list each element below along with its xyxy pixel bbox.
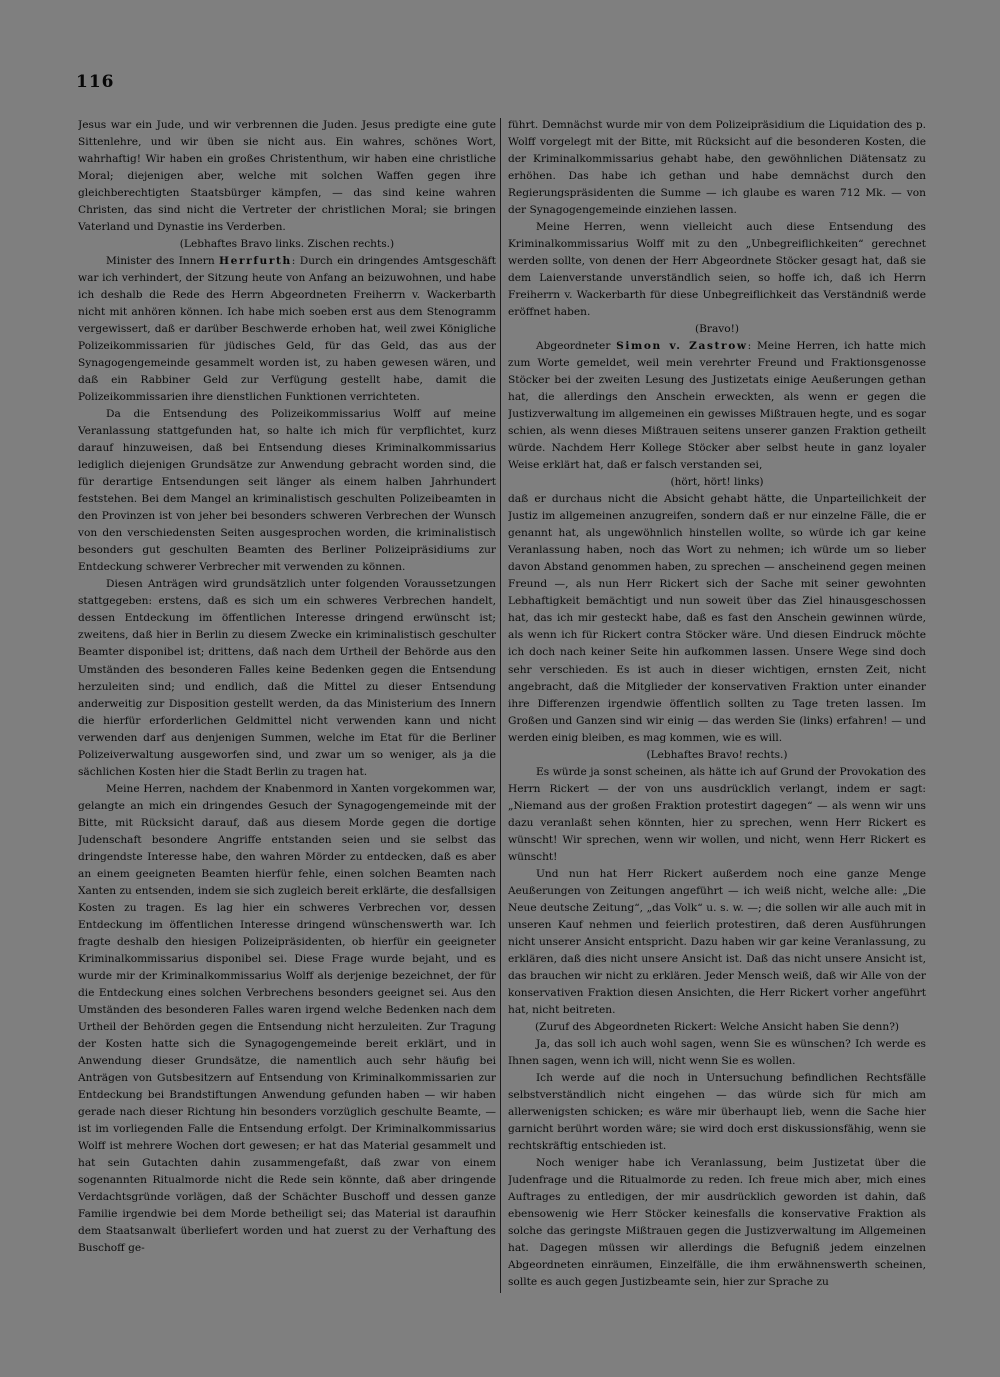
column-divider [500,118,501,1293]
speech-text: : Meine Herren, ich hatte mich zum Worte gemeldet, weil mein verehrter Freund und Fraktionsgenosse Stöcker bei der zweiten Lesung des Justizetats einige Aeußerungen gethan hat, die allerdings den Anschein erweckten, als wenn er gegen die Justizverwaltung im allgemeinen ein gewisses Mißtrauen hegte, und es sogar schien, als wenn dieses Mißtrauen seitens unserer ganzen Fraktion getheilt würde. Nachdem Herr Kollege Stöcker aber selbst heute in ganz loyaler Weise erklärt hat, daß er falsch verstanden sei, [508,340,926,472]
speaker-role: Abgeordneter [536,340,617,353]
body-paragraph: Ich werde auf die noch in Untersuchung befindlichen Rechtsfälle selbstverständlich nicht eingehen — das würde sich für mich am allerwenigsten schicken; es wäre mir überhaupt lieb, wenn die Sache hier garnicht berührt worden wäre; sie wird doch erst diskussionsfähig, wenn sie rechtskräftig entschieden ist. [508,1071,926,1152]
body-paragraph: führt. Demnächst wurde mir von dem Polizeipräsidium die Liquidation des p. Wolff vorgelegt mit der Bitte, mit Rücksicht auf die besonderen Kosten, die der Kriminalkommissarius gehabt habe, den gewöhnlichen Diätensatz zu erhöhen. Das habe ich gethan und habe demnächst durch den Regierungspräsidenten die Summe — ich glaube es waren 712 Mk. — von der Synagogengemeinde einziehen lassen. [508,119,926,217]
speaker-paragraph [508,338,926,474]
left-column [78,117,496,1349]
speaker-name: Herrfurth [219,255,292,268]
body-paragraph: Meine Herren, nachdem der Knabenmord in Xanten vorgekommen war, gelangte an mich ein dringendes Gesuch der Synagogengemeinde mit der Bitte, mit Rücksicht darauf, daß aus diesem Morde gegen die dortige Judenschaft besondere Angriffe entstanden seien und sie selbst das dringendste Interesse habe, den wahren Mörder zu entdecken, daß es aber an einem geeigneten Beamten hierfür fehle, einen solchen Beamten nach Xanten zu entsenden, indem sie sich zugleich bereit erklärte, die desfallsigen Kosten zu tragen. Es lag hier ein schweres Verbrechen vor, dessen Entdeckung im öffentlichen Interesse dringend wünschenswerth war. Ich fragte deshalb den hiesigen Polizeipräsidenten, ob hierfür ein geeigneter Kriminalkommissarius disponibel sei. Diese Frage wurde bejaht, und es wurde mir der Kriminalkommissarius Wolff als derjenige bezeichnet, der für die Entdeckung eines solchen Verbrechens besonders geeignet sei. Aus den Umständen des besonderen Falles waren irgend welche Bedenken nach dem Urtheil der Behörden gegen die Entsendung nicht herzuleiten. Zur Tragung der Kosten hatte sich die Synagogengemeinde bereit erklärt, und in Anwendung dieser Grundsätze, die namentlich auch sehr häufig bei Anträgen von Gutsbesitzern auf Entsendung von Kriminalkommissarien zur Entdeckung bei Brandstiftungen Anwendung gefunden haben — wir haben gerade nach dieser Richtung hin besonders vorzüglich geschulte Beamte, — ist im vorliegenden Falle die Entsendung erfolgt. Der Kriminalkommissarius Wolff ist mehrere Wochen dort gewesen; er hat das Material gesammelt und hat sein Gutachten dahin zusammengefaßt, daß zwar von einem sogenannten Ritualmorde nicht die Rede sein könnte, daß aber dringende Verdachtsgründe vorlägen, daß der Schächter Buschoff und dessen ganze Familie irgendwie bei dem Morde betheiligt sei; das Material ist daraufhin dem Staatsanwalt überliefert worden und hat zuerst zu der Verhaftung des Buschoff ge- [78,782,496,1255]
body-paragraph: Meine Herren, wenn vielleicht auch diese Entsendung des Kriminalkommissarius Wolff mit zu den „Unbegreiflichkeiten“ gerechnet werden sollte, von denen der Herr Abgeordnete Stöcker gesagt hat, daß sie dem Laienverstande unverständlich seien, so hoffe ich, daß ich Herrn Freiherrn v. Wackerbarth für diese Unbegreiflichkeit das Verständniß werde eröffnet haben. [508,221,926,319]
body-paragraph: daß er durchaus nicht die Absicht gehabt hätte, die Unparteilichkeit der Justiz im allgemeinen anzugreifen, sondern daß er nur einzelne Fälle, die er genannt hat, als ungewöhnlich hinstellen wollte, so würde ich gar keine Veranlassung haben, noch das Wort zu nehmen; ich würde um so lieber davon Abstand genommen haben, zu sprechen — anscheinend gegen meinen Freund —, als nun Herr Rickert sich der Sache mit seiner gewohnten Lebhaftigkeit bemächtigt und nun soweit über das Ziel hinausgeschossen hat, das ich mir gesteckt habe, daß es fast den Anschein gewinnen würde, als wenn ich für Rickert contra Stöcker wäre. Und diesen Eindruck möchte ich doch nach keiner Seite hin aufkommen lassen. Unsere Wege sind doch sehr verschieden. Es ist auch in dieser wichtigen, ernsten Zeit, nicht angebracht, daß die Mitglieder der konservativen Fraktion unter einander ihre Differenzen irgendwie öffentlich sollten zu Tage treten lassen. Im Großen und Ganzen sind wir einig — das werden Sie (links) erfahren! — und werden einig bleiben, es mag kommen, wie es will. [508,493,926,744]
body-paragraph: Und nun hat Herr Rickert außerdem noch eine ganze Menge Aeußerungen von Zeitungen angeführt — ich weiß nicht, welche alle: „Die Neue deutsche Zeitung“, „das Volk“ u. s. w. —; die sollen wir alle auch mit in unseren Kauf nehmen und feierlich protestiren, daß deren Ausführungen nicht unserer Ansicht entspricht. Dazu haben wir gar keine Veranlassung, zu erklären, daß dies nicht unsere Ansicht ist. Daß das nicht unsere Ansicht ist, das brauchen wir nicht zu erklären. Jeder Mensch weiß, daß wir Alle von der konservativen Fraktion diesen Ansichten, die Herr Rickert vorher angeführt hat, nicht beitreten. [508,867,926,1016]
speech-text: : Durch ein dringendes Amtsgeschäft war ich verhindert, der Sitzung heute von Anfang an beizuwohnen, und habe ich deshalb die Rede des Herrn Abgeordneten Freiherrn v. Wackerbarth nicht mit anhören können. Ich habe mich soeben erst aus dem Stenogramm vergewissert, daß er darüber Beschwerde erhoben hat, weil zwei Königliche Polizeikommissarien für jüdisches Geld, für das Geld, das aus der Synagogengemeinde gesammelt worden ist, zu haben gewesen wären, und daß ein Rabbiner Geld zur Verfügung gestellt habe, damit die Polizeikommissarien ihre dienstlichen Funktionen verrichteten. [78,255,496,404]
interjection: (Lebhaftes Bravo! rechts.) [646,748,788,761]
body-paragraph: Noch weniger habe ich Veranlassung, beim Justizetat über die Judenfrage und die Ritualmorde zu reden. Ich freue mich aber, mich eines Auftrages zu entledigen, der mir ausdrücklich geworden ist dahin, daß ebensowenig wie Herr Stöcker keinesfalls die konservative Fraktion als solche das geringste Mißtrauen gegen die Justizverwaltung im Allgemeinen hat. Dagegen müssen wir allerdings die Befugniß jedem einzelnen Abgeordneten einräumen, Einzelfälle, die ihm erwähnenswerth scheinen, sollte es auch gegen Justizbeamte sein, hier zur Sprache zu [508,1156,926,1289]
body-paragraph: Jesus war ein Jude, und wir verbrennen die Juden. Jesus predigte eine gute Sittenlehre, und wir üben sie nicht aus. Ein wahres, schönes Wort, wahrhaftig! Wir haben ein großes Christenthum, wir haben eine christliche Moral; diejenigen aber, welche mit solchen Waffen gegen ihre gleichberechtigten Staatsbürger kämpfen, — das sind keine wahren Christen, das sind nicht die Vertreter der christlichen Moral; sie bringen Vaterland und Dynastie ins Verderben. [78,119,496,234]
page-number: 116 [76,72,115,92]
body-paragraph: Ja, das soll ich auch wohl sagen, wenn Sie es wünschen? Ich werde es Ihnen sagen, wenn ich will, nicht wenn Sie es wollen. [508,1037,926,1067]
interjection: (hört, hört! links) [670,476,764,489]
interjection: (Zuruf des Abgeordneten Rickert: Welche Ansicht haben Sie denn?) [534,1020,900,1033]
body-paragraph: Diesen Anträgen wird grundsätzlich unter folgenden Voraussetzungen stattgegeben: erstens, daß es sich um ein schweres Verbrechen handelt, dessen Entdeckung im öffentlichen Interesse dringend erwünscht ist; zweitens, daß hier in Berlin zu diesem Zwecke ein kriminalistisch geschulter Beamter disponibel ist; drittens, daß nach dem Urtheil der Behörde aus den Umständen des besonderen Falles keine Bedenken gegen die Entsendung herzuleiten sind; und endlich, daß die Mittel zu dieser Entsendung anderweitig zur Disposition gestellt werden, da das Ministerium des Innern die hierfür erforderlichen Geldmittel nicht verwenden kann und nicht verwenden darf aus denjenigen Summen, welche im Etat für die Berliner Polizeiverwaltung ausgeworfen sind, und zwar um so weniger, als ja die sächlichen Kosten hier die Stadt Berlin zu tragen hat. [78,578,496,778]
speaker-role: Minister des Innern [106,255,220,268]
speaker-paragraph [78,253,496,406]
right-column [508,117,926,1349]
speaker-name: Simon v. Zastrow [616,340,748,353]
body-paragraph: Da die Entsendung des Polizeikommissarius Wolff auf meine Veranlassung stattgefunden hat, so halte ich mich für verpflichtet, kurz darauf hinzuweisen, daß bei Entsendung dieses Kriminalkommissarius lediglich diejenigen Grundsätze zur Anwendung gebracht worden sind, die für derartige Entsendungen seit länger als einem halben Jahrhundert feststehen. Bei dem Mangel an kriminalistisch geschulten Polizeibeamten in den Provinzen ist von jeher bei besonders schweren Verbrechen der Wunsch von den verschiedensten Seiten ausgesprochen worden, die kriminalistisch besonders gut geschulten Beamten des Berliner Polizeipräsidiums zur Entdeckung schwerer Verbrecher mit verwenden zu können. [78,408,496,574]
interjection: (Bravo!) [694,323,740,336]
interjection: (Lebhaftes Bravo links. Zischen rechts.) [179,238,395,251]
body-paragraph: Es würde ja sonst scheinen, als hätte ich auf Grund der Provokation des Herrn Rickert — der von uns ausdrücklich verlangt, indem er sagt: „Niemand aus der großen Fraktion protestirt dagegen“ — als wenn wir uns dazu veranlaßt sehen könnten, hier zu sprechen, wenn Herr Rickert es wünscht! Wir sprechen, wenn wir wollen, und nicht, wenn Herr Rickert es wünscht! [508,765,926,863]
